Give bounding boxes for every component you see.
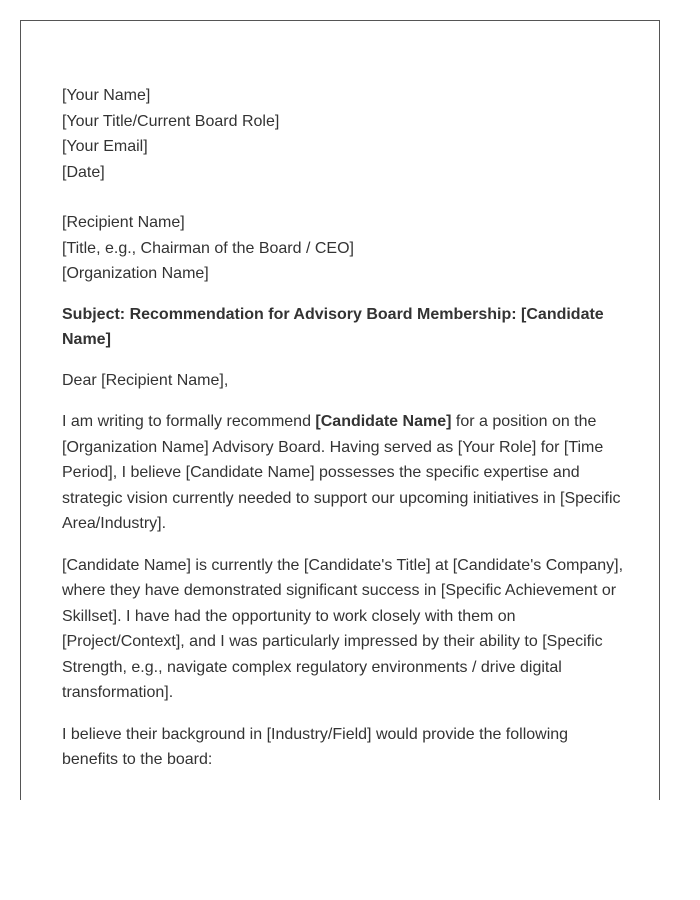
recipient-organization: [Organization Name] <box>62 265 209 282</box>
recipient-name: [Recipient Name] <box>62 214 185 231</box>
paragraph-benefits-intro: I believe their background in [Industry/Field] would provide the following benefits to the board: <box>62 725 569 768</box>
letter-date: [Date] <box>62 163 105 181</box>
paragraph-candidate-background: [Candidate Name] is currently the [Candidate's Title] at [Candidate's Company], where they have demonstrated significant success in [Specific Achievement or Skillset]. I have had the opportunity to work closely with them on [Project/Context], and I was particularly impressed by their ability to [Specific Strength, e.g., navigate complex regulatory environments / drive digital transformation]. <box>62 556 624 701</box>
letter-page <box>20 20 660 800</box>
sender-email: [Your Email] <box>62 138 148 155</box>
salutation: Dear [Recipient Name], <box>62 371 229 389</box>
paragraph-introduction-rest: for a position on the [Organization Name] Advisory Board. Having served as [Your Role] for [Time Period], I believe [Candidate Name] possesses the specific expertise and strategic vision currently needed to support our upcoming initiatives in [Specific Area/Industry]. <box>62 413 621 532</box>
paragraph-introduction-lead: I am writing to formally recommend <box>62 413 316 430</box>
sender-name: [Your Name] <box>62 87 151 104</box>
candidate-name-bold: [Candidate Name] <box>315 413 452 430</box>
paragraph-introduction <box>62 409 627 537</box>
letter-body <box>62 83 627 789</box>
subject-line: Subject: Recommendation for Advisory Board Membership: [Candidate Name] <box>62 305 604 348</box>
recipient-title: [Title, e.g., Chairman of the Board / CEO] <box>62 239 354 257</box>
recipient-block <box>62 210 627 287</box>
sender-title: [Your Title/Current Board Role] <box>62 112 280 130</box>
sender-block <box>62 83 627 185</box>
